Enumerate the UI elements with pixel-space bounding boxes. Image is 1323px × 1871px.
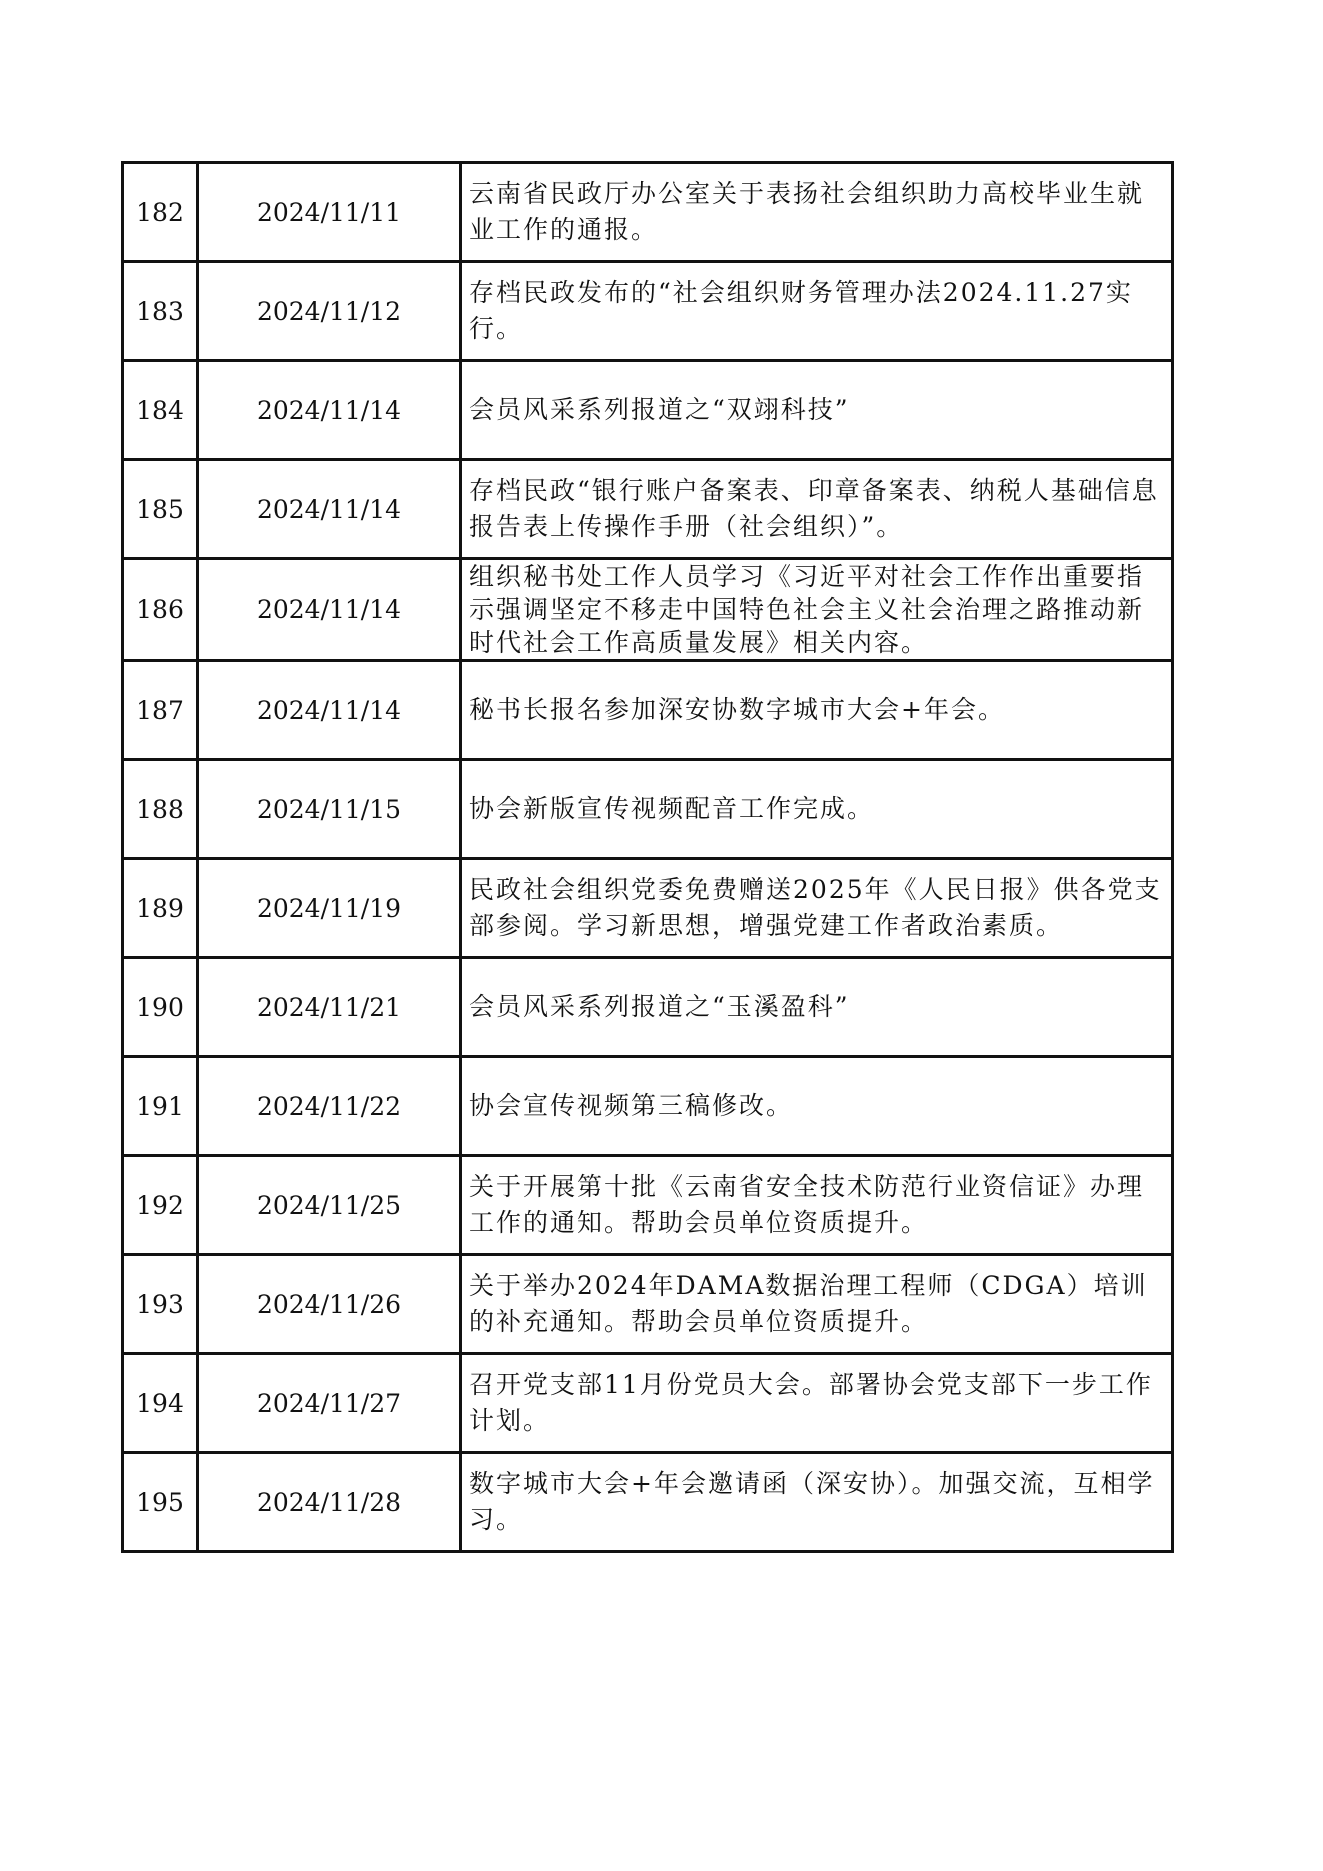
work-log-table-body (123, 163, 1173, 1552)
table-row (123, 163, 1173, 262)
row-number: 185 (123, 460, 198, 559)
row-date: 2024/11/11 (198, 163, 461, 262)
row-content: 民政社会组织党委免费赠送2025年《人民日报》供各党支部参阅。学习新思想，增强党建工作者政治素质。 (461, 859, 1173, 958)
table-row (123, 559, 1173, 661)
row-number: 184 (123, 361, 198, 460)
row-content: 存档民政“银行账户备案表、印章备案表、纳税人基础信息报告表上传操作手册（社会组织）”。 (461, 460, 1173, 559)
row-date: 2024/11/22 (198, 1057, 461, 1156)
row-number: 186 (123, 559, 198, 661)
row-date: 2024/11/28 (198, 1453, 461, 1552)
row-date: 2024/11/19 (198, 859, 461, 958)
row-number: 191 (123, 1057, 198, 1156)
table-row (123, 1057, 1173, 1156)
row-number: 188 (123, 760, 198, 859)
row-number: 192 (123, 1156, 198, 1255)
row-content: 关于开展第十批《云南省安全技术防范行业资信证》办理工作的通知。帮助会员单位资质提升。 (461, 1156, 1173, 1255)
row-number: 194 (123, 1354, 198, 1453)
row-number: 189 (123, 859, 198, 958)
table-row (123, 859, 1173, 958)
row-content: 组织秘书处工作人员学习《习近平对社会工作作出重要指示强调坚定不移走中国特色社会主义社会治理之路推动新时代社会工作高质量发展》相关内容。 (461, 559, 1173, 661)
row-content: 协会宣传视频第三稿修改。 (461, 1057, 1173, 1156)
table-row (123, 1453, 1173, 1552)
row-number: 187 (123, 661, 198, 760)
row-number: 195 (123, 1453, 198, 1552)
row-number: 193 (123, 1255, 198, 1354)
table-row (123, 460, 1173, 559)
row-content: 召开党支部11月份党员大会。部署协会党支部下一步工作计划。 (461, 1354, 1173, 1453)
row-date: 2024/11/21 (198, 958, 461, 1057)
table-row (123, 1354, 1173, 1453)
table-row (123, 1156, 1173, 1255)
row-content: 会员风采系列报道之“玉溪盈科” (461, 958, 1173, 1057)
work-log-table (121, 161, 1174, 1553)
row-content: 数字城市大会+年会邀请函（深安协）。加强交流，互相学习。 (461, 1453, 1173, 1552)
row-number: 190 (123, 958, 198, 1057)
table-row (123, 1255, 1173, 1354)
row-date: 2024/11/14 (198, 460, 461, 559)
row-content: 关于举办2024年DAMA数据治理工程师（CDGA）培训的补充通知。帮助会员单位资质提升。 (461, 1255, 1173, 1354)
row-date: 2024/11/27 (198, 1354, 461, 1453)
row-number: 183 (123, 262, 198, 361)
row-date: 2024/11/14 (198, 661, 461, 760)
row-date: 2024/11/12 (198, 262, 461, 361)
row-date: 2024/11/15 (198, 760, 461, 859)
row-date: 2024/11/14 (198, 361, 461, 460)
row-date: 2024/11/14 (198, 559, 461, 661)
row-date: 2024/11/25 (198, 1156, 461, 1255)
table-row (123, 958, 1173, 1057)
table-row (123, 361, 1173, 460)
row-content: 秘书长报名参加深安协数字城市大会+年会。 (461, 661, 1173, 760)
table-row (123, 760, 1173, 859)
row-content: 会员风采系列报道之“双翊科技” (461, 361, 1173, 460)
row-date: 2024/11/26 (198, 1255, 461, 1354)
row-content: 协会新版宣传视频配音工作完成。 (461, 760, 1173, 859)
row-content: 云南省民政厅办公室关于表扬社会组织助力高校毕业生就业工作的通报。 (461, 163, 1173, 262)
row-content: 存档民政发布的“社会组织财务管理办法2024.11.27实行。 (461, 262, 1173, 361)
table-row (123, 661, 1173, 760)
row-number: 182 (123, 163, 198, 262)
table-row (123, 262, 1173, 361)
